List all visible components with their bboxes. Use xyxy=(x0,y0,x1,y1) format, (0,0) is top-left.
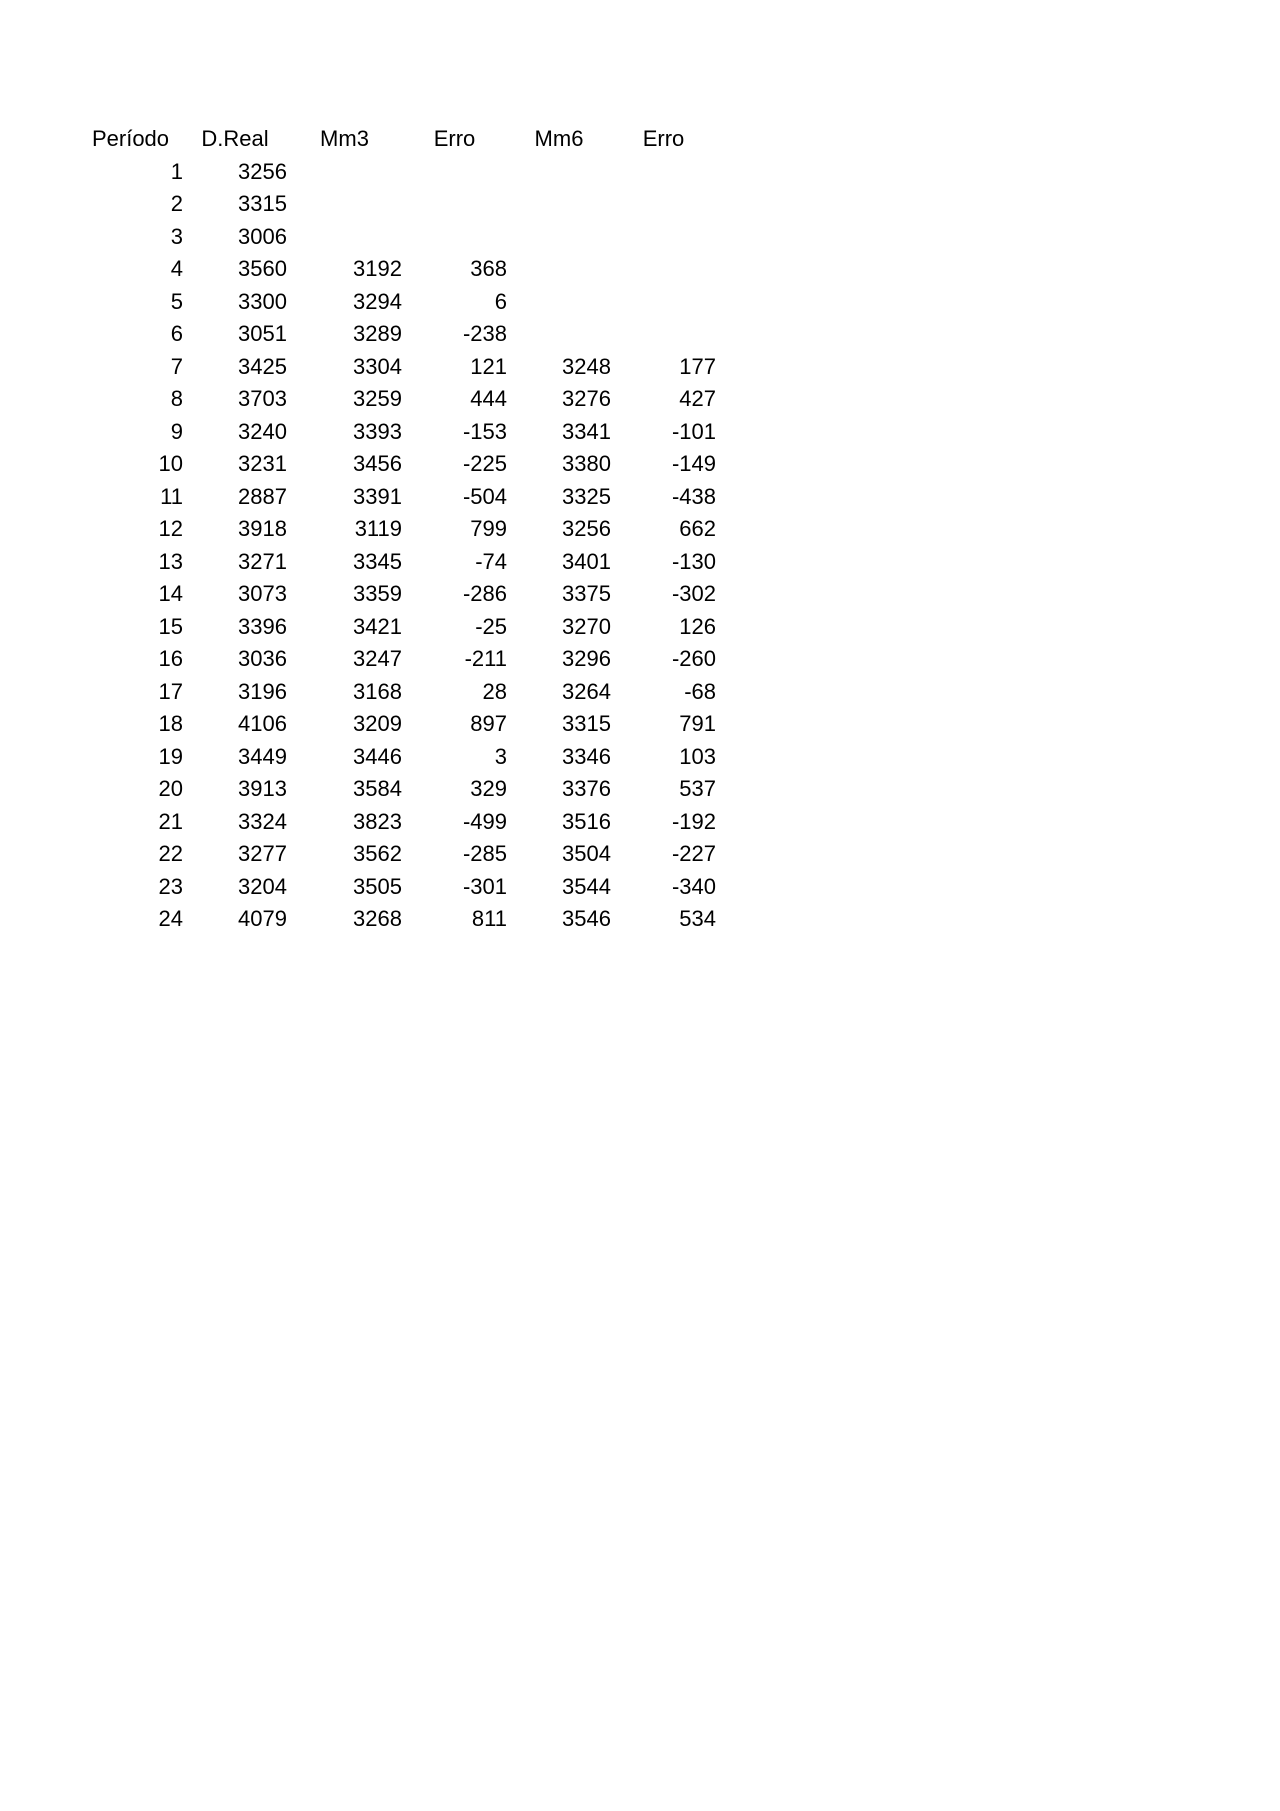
cell-erro-mm6 xyxy=(611,286,716,319)
cell-periodo: 8 xyxy=(170,386,183,411)
cell-mm3: 3456 xyxy=(353,451,402,476)
cell-dreal: 3300 xyxy=(238,288,287,314)
cell-mm3: 3119 xyxy=(354,516,402,541)
cell-mm6: 3376 xyxy=(562,776,611,801)
table-row xyxy=(78,286,716,319)
cell-mm6 xyxy=(507,286,611,319)
cell-erro-mm6 xyxy=(611,188,716,221)
cell-mm3: 3304 xyxy=(353,353,402,379)
cell-dreal: 3231 xyxy=(238,451,287,476)
cell-dreal: 3204 xyxy=(238,873,287,899)
cell-dreal: 3196 xyxy=(238,678,287,704)
cell-erro-mm3: -499 xyxy=(462,808,507,834)
cell-mm3: 3505 xyxy=(353,873,402,899)
cell-erro-mm6 xyxy=(611,318,716,351)
cell-periodo: 16 xyxy=(158,646,183,671)
cell-erro-mm6: -149 xyxy=(671,451,716,476)
cell-erro-mm6: 103 xyxy=(679,743,716,769)
cell-mm6: 3341 xyxy=(562,418,611,444)
cell-mm3: 3446 xyxy=(353,743,402,769)
table-row xyxy=(78,708,716,741)
cell-erro-mm6: -260 xyxy=(671,646,716,671)
cell-erro-mm6: -340 xyxy=(671,873,716,899)
cell-erro-mm3: 329 xyxy=(470,776,507,801)
cell-erro-mm3: -504 xyxy=(462,483,507,509)
cell-periodo: 9 xyxy=(170,418,183,444)
cell-erro-mm6: 662 xyxy=(679,516,716,541)
cell-dreal: 3425 xyxy=(238,353,287,379)
table-row xyxy=(78,513,716,546)
cell-dreal: 3240 xyxy=(238,418,287,444)
cell-mm3: 3393 xyxy=(353,418,402,444)
cell-mm6: 3504 xyxy=(562,841,611,866)
cell-mm3: 3584 xyxy=(353,776,402,801)
cell-mm3: 3289 xyxy=(353,321,402,346)
cell-periodo: 17 xyxy=(158,678,183,704)
cell-erro-mm3: -225 xyxy=(462,451,507,476)
cell-periodo: 15 xyxy=(158,613,183,639)
cell-mm6 xyxy=(507,221,611,254)
cell-periodo: 18 xyxy=(158,711,183,736)
cell-mm6: 3346 xyxy=(562,743,611,769)
header-dreal: D.Real xyxy=(201,126,269,151)
cell-erro-mm6 xyxy=(611,253,716,286)
table-row xyxy=(78,448,716,481)
cell-erro-mm3: -74 xyxy=(475,548,507,574)
cell-erro-mm6: 177 xyxy=(679,353,716,379)
cell-mm6: 3546 xyxy=(562,906,611,931)
cell-mm3: 3359 xyxy=(353,581,402,606)
table-row xyxy=(78,188,716,221)
table-row xyxy=(78,871,716,904)
table-row xyxy=(78,416,716,449)
cell-erro-mm3: 3 xyxy=(494,743,507,769)
cell-erro-mm6: -302 xyxy=(671,581,716,606)
cell-dreal: 3277 xyxy=(238,841,287,866)
table-row xyxy=(78,773,716,806)
cell-periodo: 21 xyxy=(158,808,183,834)
cell-mm6: 3544 xyxy=(562,873,611,899)
cell-dreal: 3271 xyxy=(238,548,287,574)
cell-erro-mm6: 537 xyxy=(679,776,716,801)
table-row xyxy=(78,383,716,416)
cell-dreal: 4106 xyxy=(238,711,287,736)
cell-erro-mm3: 811 xyxy=(471,906,507,931)
cell-erro-mm3: 28 xyxy=(482,678,507,704)
table-row xyxy=(78,611,716,644)
cell-erro-mm3: 444 xyxy=(470,386,507,411)
cell-erro-mm6: -130 xyxy=(671,548,716,574)
cell-mm3 xyxy=(287,221,402,254)
cell-erro-mm6 xyxy=(611,156,716,189)
cell-mm3: 3259 xyxy=(353,386,402,411)
cell-mm3: 3823 xyxy=(353,808,402,834)
table-row xyxy=(78,481,716,514)
cell-erro-mm6: 427 xyxy=(679,386,716,411)
cell-mm3 xyxy=(287,188,402,221)
cell-periodo: 19 xyxy=(158,743,183,769)
cell-mm6: 3375 xyxy=(562,581,611,606)
cell-mm6: 3248 xyxy=(562,353,611,379)
cell-periodo: 3 xyxy=(170,223,183,249)
cell-erro-mm3: -301 xyxy=(462,873,507,899)
cell-dreal: 3051 xyxy=(238,321,287,346)
cell-mm6 xyxy=(507,156,611,189)
cell-mm3: 3209 xyxy=(353,711,402,736)
cell-periodo: 22 xyxy=(158,841,183,866)
cell-periodo: 2 xyxy=(170,191,183,216)
cell-dreal: 4079 xyxy=(238,906,287,931)
cell-mm6: 3401 xyxy=(562,548,611,574)
cell-mm3: 3294 xyxy=(353,288,402,314)
table-row xyxy=(78,156,716,189)
cell-mm6: 3264 xyxy=(562,678,611,704)
cell-periodo: 23 xyxy=(158,873,183,899)
cell-erro-mm6: -438 xyxy=(671,483,716,509)
header-erro-mm6: Erro xyxy=(642,126,685,151)
cell-dreal: 3073 xyxy=(238,581,287,606)
data-table xyxy=(78,123,716,936)
cell-erro-mm3 xyxy=(402,188,507,221)
cell-periodo: 14 xyxy=(158,581,183,606)
cell-erro-mm3: 368 xyxy=(470,256,507,281)
cell-dreal: 3324 xyxy=(238,808,287,834)
table-row xyxy=(78,351,716,384)
cell-erro-mm6: 534 xyxy=(679,906,716,931)
header-mm3: Mm3 xyxy=(320,126,369,151)
cell-erro-mm3: -238 xyxy=(462,321,507,346)
table-row xyxy=(78,903,716,936)
cell-dreal: 3006 xyxy=(238,223,287,249)
cell-dreal: 3315 xyxy=(238,191,287,216)
cell-mm6: 3296 xyxy=(562,646,611,671)
cell-periodo: 4 xyxy=(170,256,183,281)
cell-erro-mm3: 6 xyxy=(494,288,507,314)
cell-periodo: 1 xyxy=(170,158,183,184)
header-periodo: Período xyxy=(91,126,170,151)
cell-periodo: 13 xyxy=(158,548,183,574)
table-row xyxy=(78,838,716,871)
cell-dreal: 3918 xyxy=(238,516,287,541)
cell-dreal: 3449 xyxy=(238,743,287,769)
cell-mm6: 3325 xyxy=(562,483,611,509)
cell-erro-mm6: 791 xyxy=(679,711,716,736)
cell-mm6: 3380 xyxy=(562,451,611,476)
cell-mm6 xyxy=(507,318,611,351)
table-row xyxy=(78,253,716,286)
table-row xyxy=(78,318,716,351)
cell-dreal: 3036 xyxy=(238,646,287,671)
cell-erro-mm6 xyxy=(611,221,716,254)
cell-periodo: 24 xyxy=(158,906,183,931)
cell-erro-mm6: -192 xyxy=(671,808,716,834)
cell-mm6: 3516 xyxy=(562,808,611,834)
header-mm6: Mm6 xyxy=(534,126,584,151)
cell-erro-mm6: -68 xyxy=(684,678,716,704)
cell-periodo: 20 xyxy=(158,776,183,801)
table-row xyxy=(78,676,716,709)
cell-erro-mm3: -285 xyxy=(462,841,507,866)
cell-erro-mm3: -211 xyxy=(464,646,507,671)
cell-erro-mm3 xyxy=(402,156,507,189)
cell-mm3: 3168 xyxy=(353,678,402,704)
cell-erro-mm3 xyxy=(402,221,507,254)
table-row xyxy=(78,643,716,676)
cell-dreal: 3256 xyxy=(238,158,287,184)
cell-mm3: 3247 xyxy=(353,646,402,671)
table-row xyxy=(78,806,716,839)
header-erro-mm3: Erro xyxy=(433,126,476,151)
cell-periodo: 10 xyxy=(158,451,183,476)
cell-dreal: 2887 xyxy=(238,483,287,509)
cell-erro-mm3: 897 xyxy=(470,711,507,736)
cell-erro-mm6: -227 xyxy=(671,841,716,866)
cell-erro-mm6: -101 xyxy=(671,418,716,444)
cell-mm3: 3391 xyxy=(353,483,402,509)
cell-periodo: 6 xyxy=(170,321,183,346)
cell-periodo: 5 xyxy=(170,288,183,314)
cell-mm3 xyxy=(287,156,402,189)
header-row xyxy=(78,123,716,156)
cell-mm6: 3270 xyxy=(562,613,611,639)
cell-dreal: 3703 xyxy=(238,386,287,411)
cell-mm3: 3268 xyxy=(353,906,402,931)
cell-mm3: 3192 xyxy=(353,256,402,281)
table-row xyxy=(78,546,716,579)
cell-mm3: 3562 xyxy=(353,841,402,866)
cell-mm6: 3276 xyxy=(562,386,611,411)
cell-periodo: 11 xyxy=(160,483,183,509)
cell-mm6: 3256 xyxy=(562,516,611,541)
cell-periodo: 7 xyxy=(170,353,183,379)
cell-erro-mm3: 799 xyxy=(470,516,507,541)
cell-mm6: 3315 xyxy=(562,711,611,736)
cell-erro-mm3: -286 xyxy=(462,581,507,606)
cell-erro-mm3: -25 xyxy=(475,613,507,639)
cell-erro-mm3: 121 xyxy=(470,353,507,379)
cell-mm3: 3421 xyxy=(353,613,402,639)
cell-mm6 xyxy=(507,253,611,286)
cell-dreal: 3913 xyxy=(238,776,287,801)
table-row xyxy=(78,578,716,611)
cell-dreal: 3560 xyxy=(238,256,287,281)
cell-periodo: 12 xyxy=(158,516,183,541)
table-row xyxy=(78,221,716,254)
cell-erro-mm3: -153 xyxy=(462,418,507,444)
table-body xyxy=(78,156,716,936)
cell-dreal: 3396 xyxy=(238,613,287,639)
cell-erro-mm6: 126 xyxy=(679,613,716,639)
cell-mm3: 3345 xyxy=(353,548,402,574)
table-row xyxy=(78,741,716,774)
cell-mm6 xyxy=(507,188,611,221)
